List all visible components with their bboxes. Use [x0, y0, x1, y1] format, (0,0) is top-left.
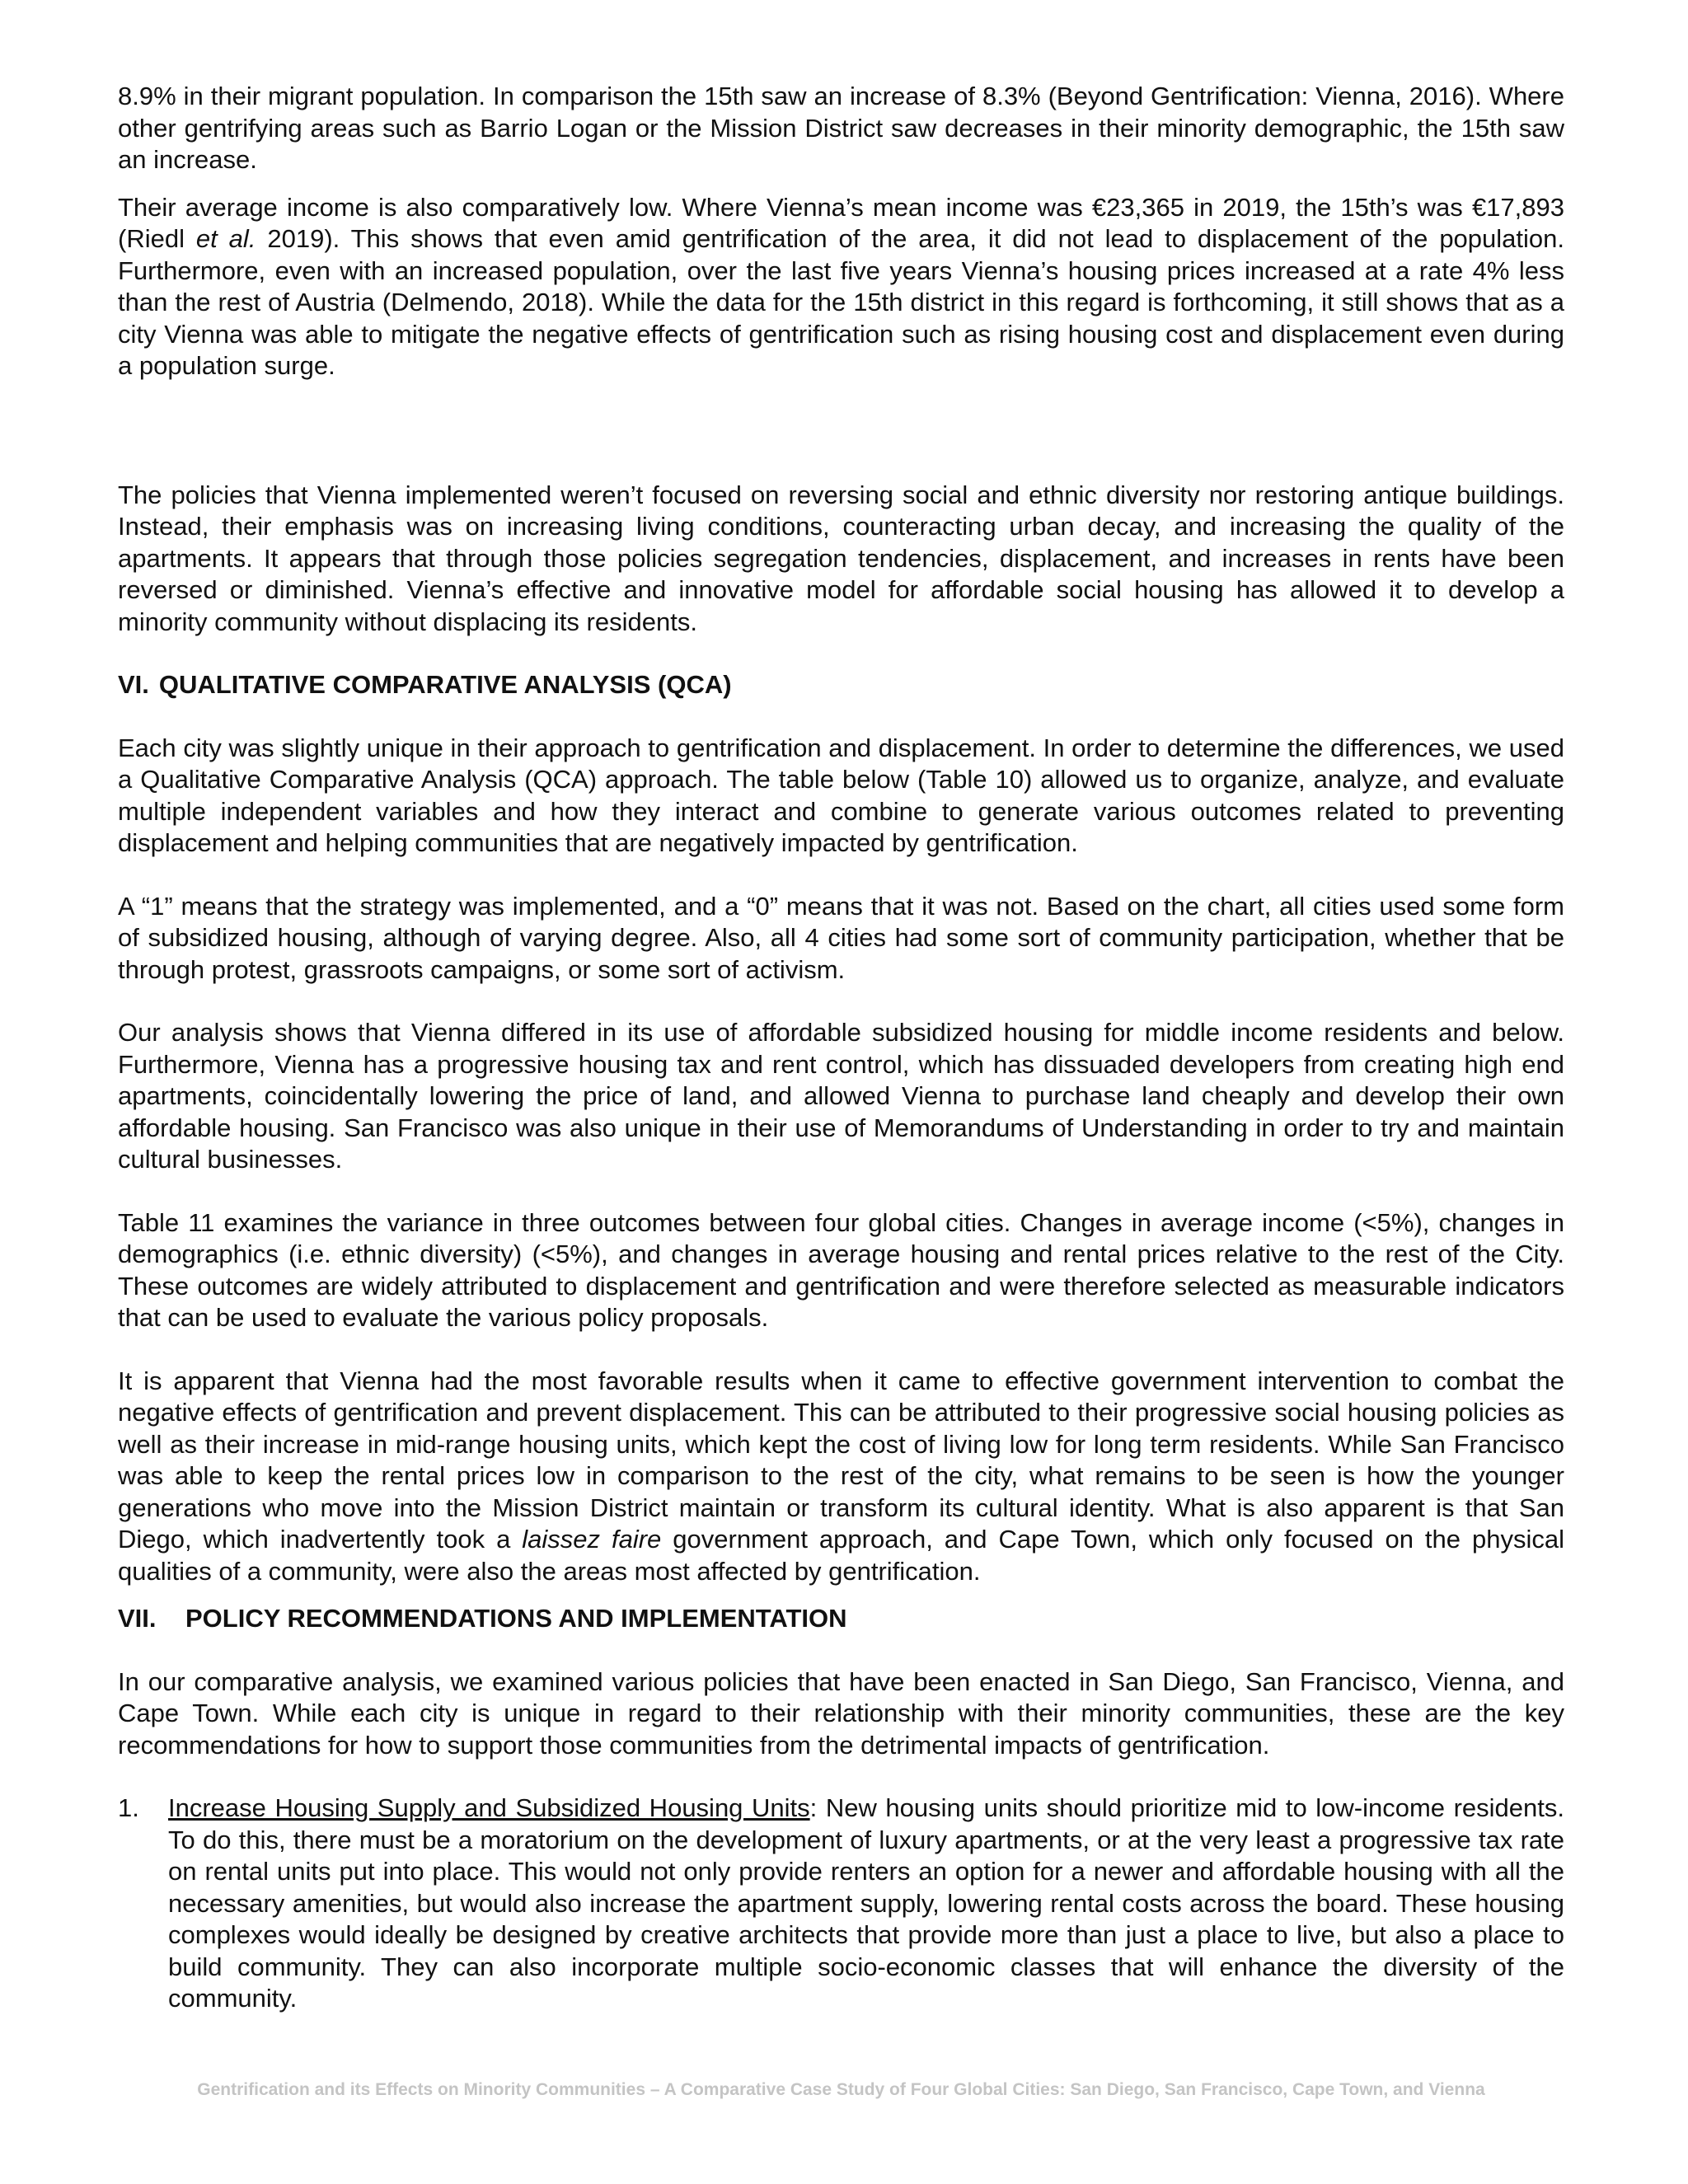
paragraph-vienna-analysis: Our analysis shows that Vienna differed in its use of affordable subsidized housing for middle income residents and below. Furthermore, Vienna has a progressive housing tax and rent control, which has dissuaded developers from creating high end apartments, coincidentally lowering the price of land, and allowed Vienna to purchase land cheaply and develop their own affordable housing. San Francisco was also unique in their use of Memorandums of Understanding in order to try and maintain cultural businesses.: [118, 1018, 1564, 1174]
section-title: POLICY RECOMMENDATIONS AND IMPLEMENTATION: [185, 1604, 847, 1633]
recommendation-text: : New housing units should prioritize mid to low-income residents. To do this, there must be a moratorium on the development of luxury apartments, or at the very least a progressive tax rate on rental units put into place. This would not only provide renters an option for a newer and affordable housing with all the necessary amenities, but would also increase the apartment supply, lowering rental costs across the board. These housing complexes would ideally be designed by creative architects that provide more than just a place to live, but also a place to build community. They can also incorporate multiple socio-economic classes that will enhance the diversity of the community.: [168, 1793, 1565, 2013]
paragraph-strategy-coding: A “1” means that the strategy was implemented, and a “0” means that it was not. Based on the chart, all cities used some form of subsidized housing, although of varying degree. Also, all 4 cities had some sort of community participation, whether that be through protest, grassroots campaigns, or some sort of activism.: [118, 891, 1564, 984]
paragraph-table-11-outcomes: Table 11 examines the variance in three outcomes between four global cities. Changes in average income (<5%), changes in demographics (i.e. ethnic diversity) (<5%), and changes in average housing and rental prices relative to the rest of the City. These outcomes are widely attributed to displacement and gentrification and were therefore selected as measurable indicators that can be used to evaluate the various policy proposals.: [118, 1207, 1564, 1332]
paragraph-qca-approach: Each city was slightly unique in their approach to gentrification and displacement. In order to determine the differences, we used a Qualitative Comparative Analysis (QCA) approach. The table below (Table 10) allowed us to organize, analyze, and evaluate multiple independent variables and how they interact and combine to generate various outcomes related to preventing displacement and helping communities that are negatively impacted by gentrification.: [118, 733, 1564, 857]
section-heading-qca: [118, 669, 1564, 701]
recommendation-item: [118, 1793, 1564, 2015]
text-run: government approach, and Cape Town, which only focused on the physical qualities of a community, were also the areas most affected by gentrification.: [118, 1525, 1564, 1586]
recommendations-list: [118, 1793, 1564, 2015]
text-run: It is apparent that Vienna had the most favorable results when it came to effective government intervention to combat the negative effects of gentrification and prevent displacement. This can be attributed to their progressive social housing policies as well as their increase in mid-range housing units, which kept the cost of living low for long term residents. While San Francisco was able to keep the rental prices low in comparison to the rest of the city, what remains to be seen is how the younger generations who move into the Mission District maintain or transform its cultural identity. What is also apparent is that San Diego, which inadvertently took a: [118, 1366, 1564, 1554]
italic-text: laissez faire: [522, 1525, 662, 1554]
text-run: Their average income is also comparatively low. Where Vienna’s mean income was €23,365 in 2019, the 15th’s was €17,893 (Riedl: [118, 192, 1564, 253]
paragraph-vienna-policies: The policies that Vienna implemented weren’t focused on reversing social and ethnic diversity nor restoring antique buildings. Instead, their emphasis was on increasing living conditions, counteracting urban decay, and increasing the quality of the apartments. It appears that through those policies segregation tendencies, displacement, and increases in rents have been reversed or diminished. Vienna’s effective and innovative model for affordable social housing has allowed it to develop a minority community without displacing its residents.: [118, 480, 1564, 636]
page-footer: Gentrification and its Effects on Minority Communities – A Comparative Case Study of Four Global Cities: San Diego, San Francisco, Cape Town, and Vienna: [197, 2080, 1485, 2099]
paragraph-comparative-intro: In our comparative analysis, we examined various policies that have been enacted in San Diego, San Francisco, Vienna, and Cape Town. While each city is unique in regard to their relationship with their minority communities, these are the key recommendations for how to support those communities from the detrimental impacts of gentrification.: [118, 1666, 1564, 1760]
section-number: VI.: [118, 670, 149, 699]
section-heading-policy-recommendations: [118, 1603, 1564, 1635]
text-run: 2019). This shows that even amid gentrification of the area, it did not lead to displacement of the population. Furthermore, even with an increased population, over the last five years Vienna’s housing prices increased at a rate 4% less than the rest of Austria (Delmendo, 2018). While the data for the 15th district in this regard is forthcoming, it still shows that as a city Vienna was able to mitigate the negative effects of gentrification such as rising housing cost and displacement even during a population surge.: [118, 224, 1564, 380]
italic-text: et al.: [195, 224, 256, 253]
recommendation-title: Increase Housing Supply and Subsidized Housing Units: [168, 1793, 810, 1822]
paragraph-favorable-results: [118, 1366, 1564, 1588]
section-title: QUALITATIVE COMPARATIVE ANALYSIS (QCA): [158, 670, 732, 699]
recommendation-number: 1.: [118, 1793, 139, 1822]
section-number: VII.: [118, 1604, 157, 1633]
paragraph-average-income: [118, 192, 1564, 382]
paragraph-migrant-population: 8.9% in their migrant population. In comparison the 15th saw an increase of 8.3% (Beyond Gentrification: Vienna, 2016). Where other gentrifying areas such as Barrio Logan or the Mission District saw decreases in their minority demographic, the 15th saw an increase.: [118, 82, 1564, 174]
